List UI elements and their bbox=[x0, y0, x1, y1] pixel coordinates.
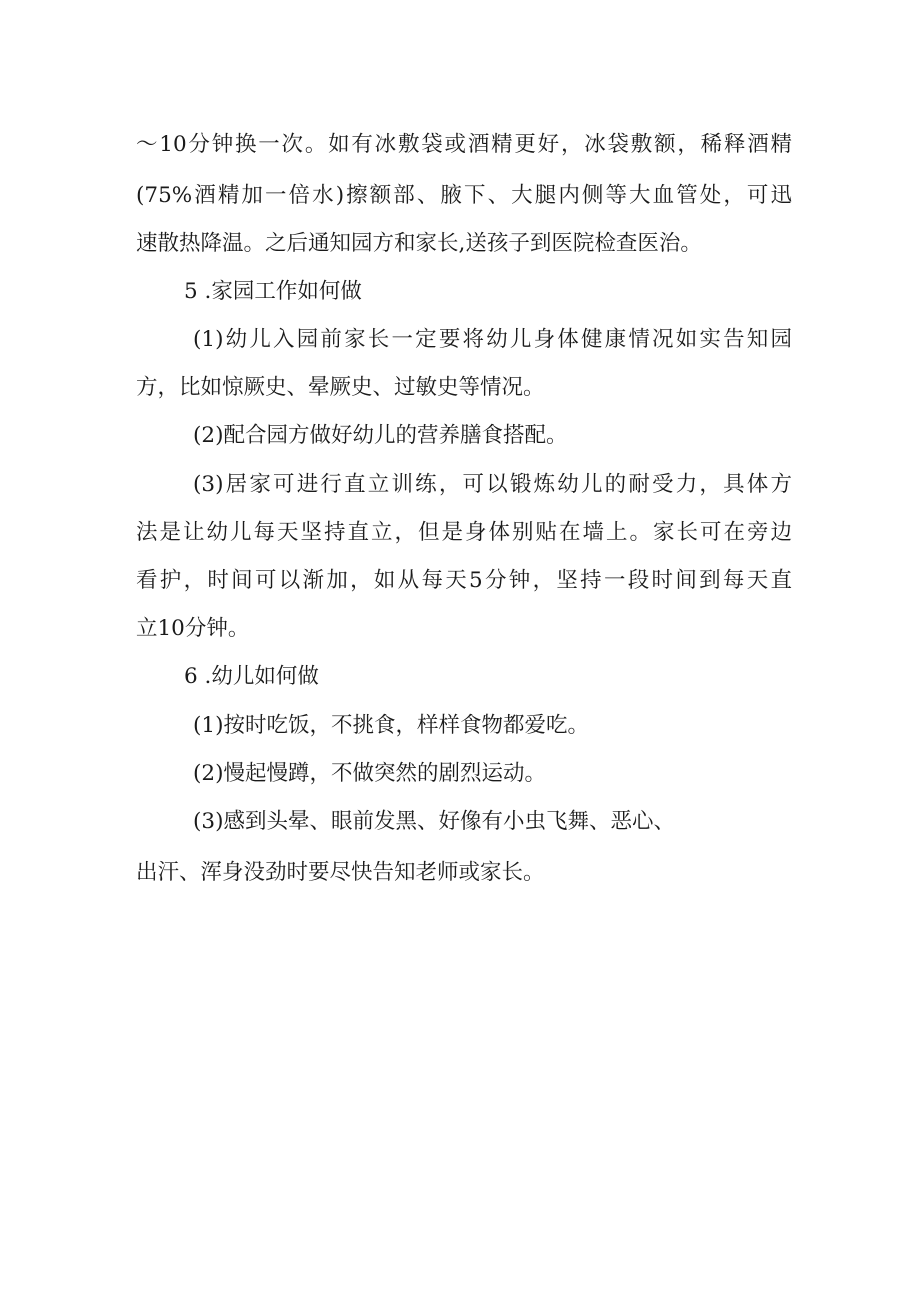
text-line-8: (3)居家可进行直立训练，可以锻炼幼儿的耐受力，具体方 bbox=[193, 472, 792, 497]
text-line-9: 法是让幼儿每天坚持直立，但是身体别贴在墙上。家长可在旁边 bbox=[136, 520, 792, 545]
section-heading-5: 5 .家园工作如何做 bbox=[184, 279, 362, 304]
text-line-15: (3)感到头晕、眼前发黑、好像有小虫飞舞、恶心、 bbox=[193, 809, 675, 834]
text-line-13: (1)按时吃饭，不挑食，样样食物都爱吃。 bbox=[193, 713, 589, 738]
text-line-14: (2)慢起慢蹲，不做突然的剧烈运动。 bbox=[193, 761, 546, 786]
text-line-2: (75%酒精加一倍水)擦额部、腋下、大腿内侧等大血管处，可迅 bbox=[136, 183, 792, 208]
text-line-5: (1)幼儿入园前家长一定要将幼儿身体健康情况如实告知园 bbox=[193, 327, 792, 352]
section-heading-6: 6 .幼儿如何做 bbox=[184, 664, 319, 689]
text-line-1: ～10分钟换一次。如有冰敷袋或酒精更好，冰袋敷额，稀释酒精 bbox=[136, 132, 792, 157]
text-line-11: 立10分钟。 bbox=[136, 616, 250, 641]
text-line-16: 出汗、浑身没劲时要尽快告知老师或家长。 bbox=[136, 860, 545, 885]
text-line-3: 速散热降温。之后通知园方和家长,送孩子到医院检查医治。 bbox=[136, 231, 702, 256]
text-line-6: 方，比如惊厥史、晕厥史、过敏史等情况。 bbox=[136, 375, 545, 400]
text-line-7: (2)配合园方做好幼儿的营养膳食搭配。 bbox=[193, 423, 568, 448]
text-line-10: 看护，时间可以渐加，如从每天5分钟，坚持一段时间到每天直 bbox=[136, 568, 792, 593]
